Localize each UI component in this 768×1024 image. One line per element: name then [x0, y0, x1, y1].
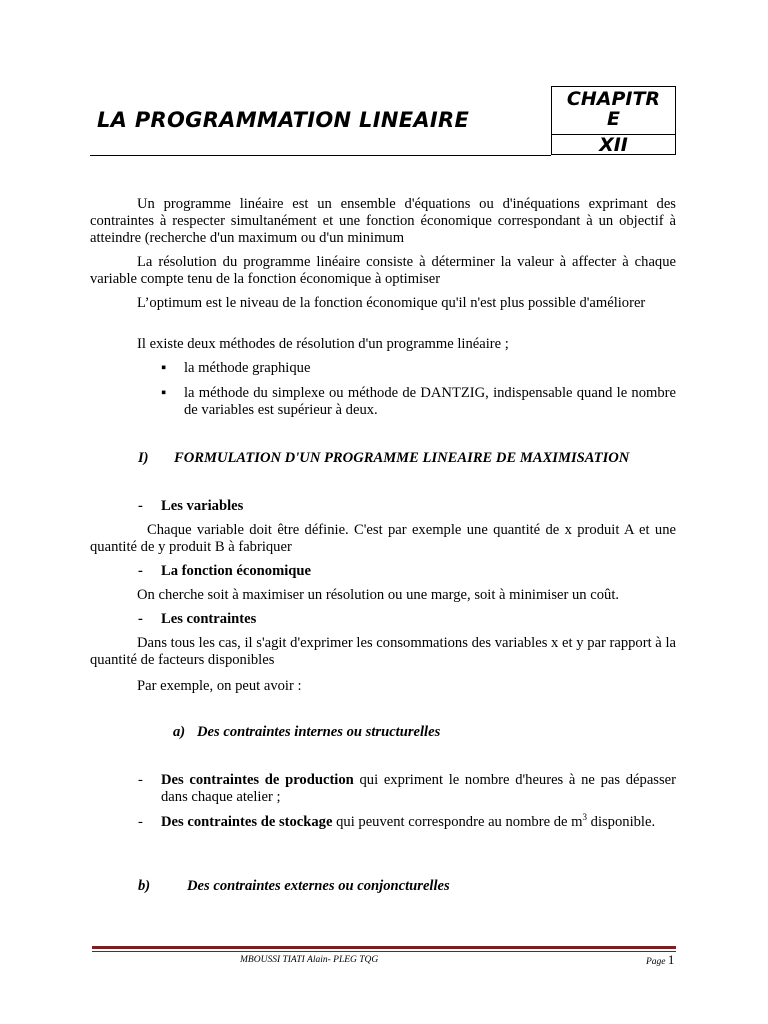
dash-marker: -	[138, 611, 143, 627]
dash-marker: -	[138, 498, 143, 514]
intro-paragraph-3: L’optimum est le niveau de la fonction économique qu'il n'est plus possible d'améliorer	[137, 295, 646, 311]
chapter-label-line2: E	[607, 108, 620, 130]
list-item-stockage-text: qui peuvent correspondre au nombre de m	[332, 814, 583, 830]
heading-fonction-economique: La fonction économique	[161, 563, 311, 579]
document-title: LA PROGRAMMATION LINEAIRE	[97, 108, 470, 132]
bullet-marker: ▪	[161, 385, 167, 401]
subsection-a-label: a)	[173, 724, 186, 740]
subsection-b-title: Des contraintes externes ou conjoncturelles	[187, 878, 450, 894]
intro-paragraph-1: Un programme linéaire est un ensemble d'équations ou d'inéquations exprimant des contraintes à respecter simultanément et une fonction économique correspondant à un objectif à atteindre (recherche d'un maximum ou d'un minimum	[90, 196, 676, 246]
heading-contraintes: Les contraintes	[161, 611, 257, 627]
list-item-production-text: qui expriment le nombre d'heures à ne pas dépasser dans chaque atelier ;	[161, 772, 676, 805]
chapter-number: XII	[599, 134, 628, 156]
exemple-paragraph: Par exemple, on peut avoir :	[137, 678, 302, 694]
intro-paragraph-4: Il existe deux méthodes de résolution d'un programme linéaire ;	[137, 336, 509, 352]
chapter-label	[552, 87, 675, 135]
title-underline	[90, 155, 551, 156]
list-item-stockage-text-end: disponible.	[587, 814, 656, 830]
list-item-stockage	[161, 814, 676, 831]
footer-rule-thick	[92, 946, 676, 949]
heading-variables: Les variables	[161, 498, 244, 514]
contraintes-paragraph: Dans tous les cas, il s'agit d'exprimer les consommations des variables x et y par rapport à la quantité de facteurs disponibles	[90, 635, 676, 668]
bullet-item-graphique: la méthode graphique	[184, 360, 311, 376]
bullet-item-simplexe: la méthode du simplexe ou méthode de DANTZIG, indispensable quand le nombre de variables est supérieur à deux.	[184, 385, 676, 418]
footer-author: MBOUSSI TIATI Alain- PLEG TQG	[240, 955, 379, 965]
intro-paragraph-2: La résolution du programme linéaire consiste à déterminer la valeur à affecter à chaque variable compte tenu de la fonction économique à optimiser	[90, 254, 676, 287]
subsection-b-label: b)	[138, 878, 151, 894]
section-title: FORMULATION D'UN PROGRAMME LINEAIRE DE MAXIMISATION	[174, 450, 630, 466]
fonction-paragraph: On cherche soit à maximiser un résolution ou une marge, soit à minimiser un coût.	[137, 587, 620, 603]
subsection-a-title: Des contraintes internes ou structurelles	[197, 724, 441, 740]
list-item-stockage-bold: Des contraintes de stockage	[161, 814, 333, 830]
chapter-label-line1: CHAPITR	[566, 88, 661, 110]
footer-page	[646, 952, 674, 968]
dash-marker: -	[138, 563, 143, 579]
variables-paragraph: Chaque variable doit être définie. C'est par exemple une quantité de x produit A et une quantité de y produit B à fabriquer	[90, 522, 676, 555]
footer-page-label: Page	[646, 957, 666, 967]
dash-marker: -	[138, 814, 143, 830]
dash-marker: -	[138, 772, 143, 788]
superscript-3: 3	[582, 812, 587, 823]
footer-page-number: 1	[667, 952, 675, 967]
list-item-production	[161, 772, 676, 806]
list-item-production-bold: Des contraintes de production	[161, 772, 354, 788]
chapter-box	[551, 86, 676, 155]
bullet-marker: ▪	[161, 360, 167, 376]
footer-rule-thin	[92, 951, 676, 952]
section-number: I)	[138, 450, 149, 466]
